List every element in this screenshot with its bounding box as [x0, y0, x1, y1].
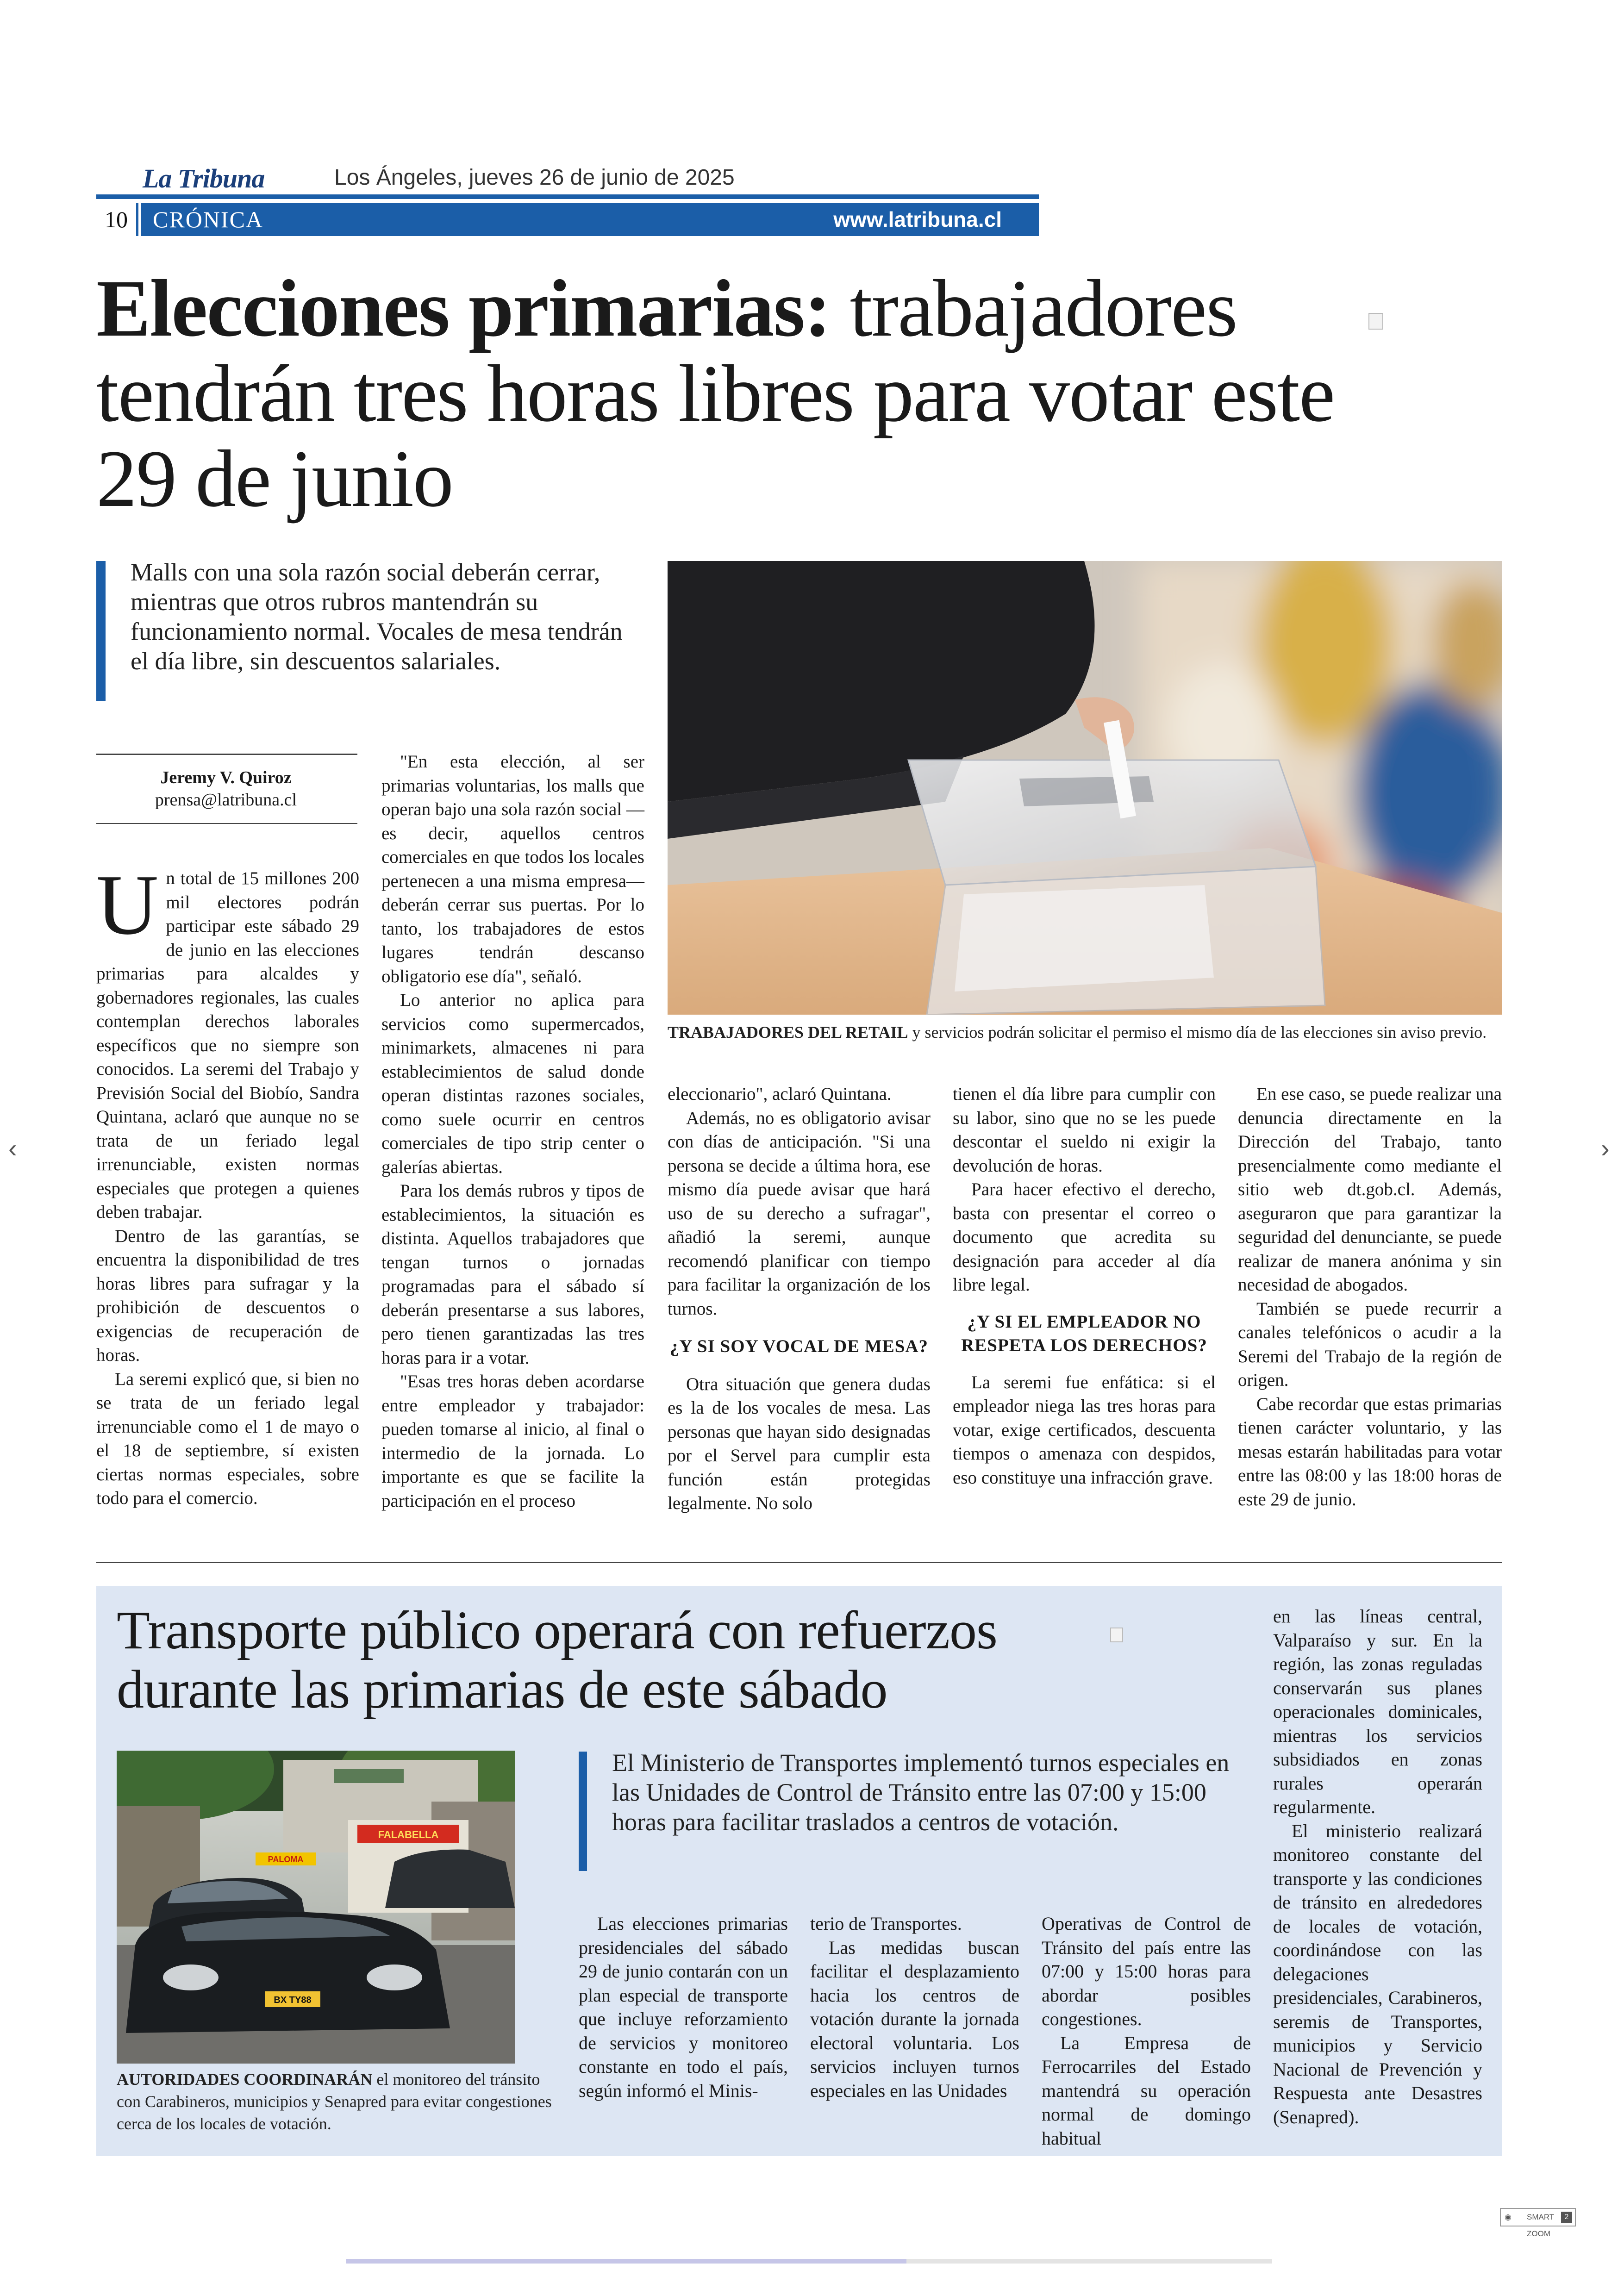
paragraph: Cabe recordar que estas primarias tienen carácter voluntario, y las mesas estarán habilitadas para votar entre las 08:00 y las 18:00 horas de este 29 de junio. — [1238, 1394, 1502, 1509]
paragraph: Las elecciones primarias presidenciales del sábado 29 de junio contarán con un plan especial de transporte que incluye reforzamiento de servicios y monitoreo constante en todo el país, según informó el Minis- — [579, 1913, 788, 2101]
paragraph: La seremi explicó que, si bien no se trata de un feriado legal irrenunciable como el 1 de mayo o el 18 de septiembre, sí existen ciertas normas especiales, sobre todo para el comercio. — [96, 1369, 359, 1508]
article-column-2 — [381, 750, 644, 1513]
article-column-5 — [1238, 1082, 1502, 1511]
page-scrollbar[interactable] — [346, 2259, 1272, 2264]
byline-bottom-rule — [96, 823, 357, 824]
traffic-photo-caption — [117, 2068, 561, 2135]
byline-author: Jeremy V. Quiroz — [160, 768, 292, 787]
smart-zoom-label: SMART ZOOM — [1527, 2213, 1554, 2238]
article-column-3 — [668, 1082, 931, 1515]
paragraph: en las líneas central, Valparaíso y sur. En la región, las zonas reguladas conservarán sus planes operacionales dominicales, mientras los servicios subsidiados en zonas rurales operarán regularmente. — [1273, 1606, 1482, 1817]
headline-bold: Elecciones primarias: — [96, 263, 831, 354]
taxi-sign-text: PALOMA — [268, 1855, 304, 1864]
sidebar-column-1 — [579, 1912, 788, 2102]
bus-sign-text: FALABELLA — [378, 1829, 439, 1840]
sidebar-story-lead: El Ministerio de Transportes implementó turnos especiales en las Unidades de Control de Tránsito entre las 07:00 y 15:00 horas para facilitar traslados a centros de votación. — [612, 1749, 1230, 1836]
lead-accent-bar — [96, 561, 106, 701]
scrollbar-thumb[interactable] — [346, 2259, 906, 2264]
photo-caption — [668, 1021, 1501, 1043]
photo-caption-lead: AUTORIDADES COORDINARÁN — [117, 2070, 373, 2089]
paragraph: La seremi fue enfática: si el empleador niega las tres horas para votar, exige certificados, descuenta tiempos o amenaza con despidos, eso constituye una infracción grave. — [953, 1372, 1216, 1488]
paragraph: Lo anterior no aplica para servicios como supermercados, minimarkets, almacenes ni para establecimientos de salud donde operan distintas razones sociales, como suele ocurrir en centros comerciales de tipo strip center o galerías abiertas. — [381, 990, 644, 1177]
chevron-right-icon[interactable]: › — [1601, 1134, 1610, 1163]
paragraph: Para hacer efectivo el derecho, basta con presentar el correo o documento que acredita su designación para acceder al día libre legal. — [953, 1179, 1216, 1295]
paragraph: Además, no es obligatorio avisar con días de anticipación. "Si una persona se decide a última hora, ese mismo día puede avisar que hará uso de su derecho a sufragar", añadió la seremi, aunque recomendó planificar con tiempo para facilitar la organización de los turnos. — [668, 1108, 931, 1319]
sidebar-column-2 — [810, 1912, 1019, 2102]
article-subhead: ¿Y SI SOY VOCAL DE MESA? — [669, 1336, 929, 1356]
section-divider — [96, 1562, 1502, 1563]
paragraph: En ese caso, se puede realizar una denuncia directamente en la Dirección del Trabajo, tanto presencialmente como mediante el sitio web dt.gob.cl. Además, aseguraron que para garantizar la seguridad del denunciante, se puede realizar de manera anónima y sin necesidad de abogados. — [1238, 1084, 1502, 1295]
article-lead: Malls con una sola razón social deberán cerrar, mientras que otros rubros mantendrán su funcionamiento normal. Vocales de mesa tendrán el día libre, sin descuentos salariales. — [131, 558, 623, 675]
section-bar-rule — [96, 194, 1039, 199]
drop-cap: U — [96, 857, 159, 953]
lead-accent-bar — [579, 1752, 587, 1871]
sidebar-column-3 — [1042, 1912, 1251, 2150]
article-column-4 — [953, 1082, 1216, 1490]
page-number: 10 — [96, 203, 138, 236]
photo-caption-text: y servicios podrán solicitar el permiso el mismo día de las elecciones sin aviso previo. — [908, 1023, 1487, 1041]
smart-zoom-button[interactable] — [1500, 2208, 1576, 2238]
annotation-marker-icon[interactable] — [1110, 1628, 1123, 1642]
article-headline — [96, 263, 1393, 524]
article-subhead: ¿Y SI EL EMPLEADOR NO RESPETA LOS DERECHOS? — [961, 1311, 1207, 1355]
paragraph: n total de 15 millones 200 mil electores podrán participar este sábado 29 de junio en las elecciones primarias para alcaldes y gobernadores regionales, las cuales contemplan derechos laborales específicos que no siempre son conocidos. La seremi del Trabajo y Previsión Social del Biobío, Sandra Quintana, aclaró que aunque no se trata de un feriado legal irrenunciable, existen normas especiales que protegen a quienes deben trabajar. — [96, 868, 359, 1222]
dateline: Los Ángeles, jueves 26 de junio de 2025 — [334, 165, 735, 190]
traffic-photo — [117, 1751, 515, 2064]
byline-top-rule — [96, 754, 357, 755]
section-band — [141, 203, 1039, 236]
sidebar-column-4 — [1273, 1604, 1482, 2129]
byline-email: prensa@latribuna.cl — [155, 790, 297, 810]
photo-caption-lead: TRABAJADORES DEL RETAIL — [668, 1023, 908, 1041]
paragraph: El ministerio realizará monitoreo constante del transporte y las condiciones de tránsito en alrededores de locales de votación, coordinándose con las delegaciones presidenciales, Carabineros, seremis de Transportes, municipios y Servicio Nacional de Prevención y Respuesta ante Desastres (Senapred). — [1273, 1820, 1482, 2127]
section-name: CRÓNICA — [153, 206, 264, 232]
paragraph: Dentro de las garantías, se encuentra la disponibilidad de tres horas libres para sufragar y la prohibición de descuentos o exigencias de recuperación de horas. — [96, 1226, 359, 1365]
paragraph: "En esta elección, al ser primarias voluntarias, los malls que operan bajo una sola razón social —es decir, aquellos centros comerciales en que todos los locales pertenecen a una misma empresa— deberán cerrar sus puertas. Por lo tanto, los trabajadores de estos lugares tendrán descanso obligatorio ese día", señaló. — [381, 752, 644, 986]
license-plate-text: BX TY88 — [274, 1995, 312, 2005]
paragraph: "Esas tres horas deben acordarse entre empleador y trabajador: pueden tomarse al inicio, al final o intermedio de la jornada. Lo importante es que se facilite la participación en el proceso — [381, 1372, 644, 1511]
newspaper-logo: La Tribuna — [143, 163, 265, 193]
voting-photo — [668, 561, 1502, 1015]
paragraph: tienen el día libre para cumplir con su labor, sino que no se les puede descontar el sueldo ni exigir la devolución de horas. — [953, 1084, 1216, 1176]
paragraph: eleccionario", aclaró Quintana. — [668, 1084, 892, 1104]
eye-icon: ◉ — [1505, 2213, 1512, 2221]
headline-rest: trabajadores tendrán tres horas libres para votar este 29 de junio — [96, 263, 1335, 524]
section-bar — [96, 194, 1039, 239]
photo-caption-text: el monitoreo del tránsito con Carabineros, municipios y Senapred para evitar congestiones cerca de los locales de votación. — [117, 2070, 552, 2133]
annotation-marker-icon[interactable] — [1368, 313, 1383, 330]
paragraph: Operativas de Control de Tránsito del país entre las 07:00 y 15:00 horas para abordar posibles congestiones. — [1042, 1913, 1251, 2029]
paragraph: También se puede recurrir a canales telefónicos o acudir a la Seremi del Trabajo de la región de origen. — [1238, 1298, 1502, 1390]
paragraph: Otra situación que genera dudas es la de los vocales de mesa. Las personas que hayan sido designadas por el Servel para cumplir esta función están protegidas legalmente. No solo — [668, 1374, 931, 1513]
zoom-badge: 2 — [1561, 2212, 1572, 2223]
site-url: www.latribuna.cl — [833, 207, 1002, 231]
chevron-left-icon[interactable]: ‹ — [8, 1134, 17, 1163]
paragraph: Para los demás rubros y tipos de establecimientos, la situación es distinta. Aquellos trabajadores que tengan turnos o jornadas programadas para el sábado sí deberán presentarse a sus labores, pero tienen garantizadas las tres horas para ir a votar. — [381, 1181, 644, 1368]
paragraph: terio de Transportes. — [810, 1913, 962, 1934]
sidebar-story-headline: Transporte público operará con refuerzos durante las primarias de este sábado — [117, 1600, 997, 1720]
paragraph: La Empresa de Ferrocarriles del Estado mantendrá su operación normal de domingo habitual — [1042, 2032, 1251, 2149]
paragraph: Las medidas buscan facilitar el desplazamiento hacia los centros de votación durante la jornada electoral voluntaria. Los servicios incluyen turnos especiales en las Unidades — [810, 1937, 1019, 2101]
article-column-1 — [96, 857, 359, 1510]
